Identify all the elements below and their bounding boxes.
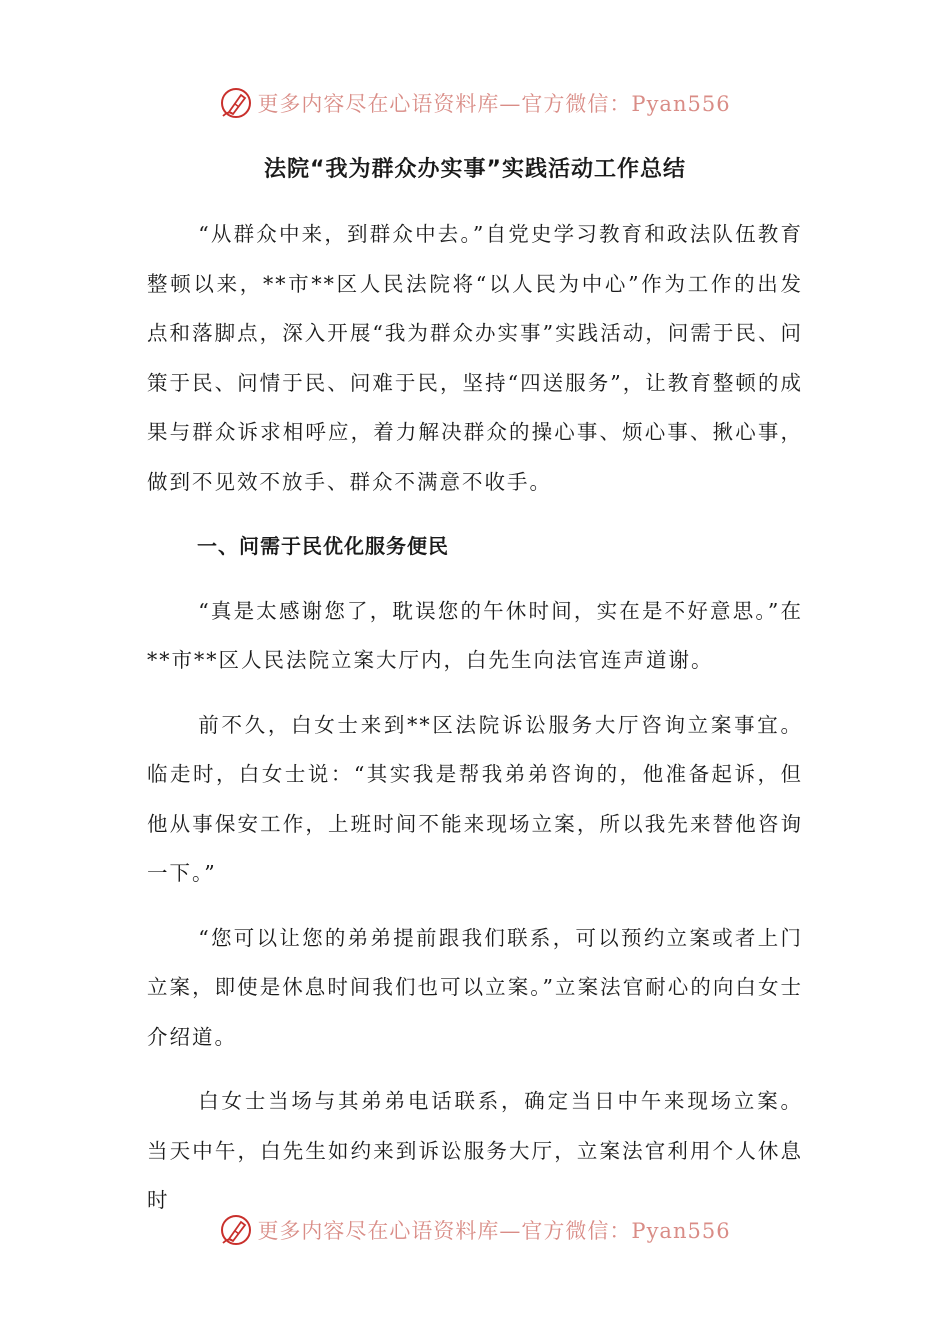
banner-text: 更多内容尽在心语资料库—官方微信：Pyan556	[257, 1219, 731, 1243]
body-paragraph: 白女士当场与其弟弟电话联系，确定当日中午来现场立案。当天中午，白先生如约来到诉讼服务大厅，立案法官利用个人休息时	[147, 1089, 803, 1212]
header-banner	[0, 83, 950, 123]
pen-nib-logo-icon	[219, 86, 253, 120]
banner-text: 更多内容尽在心语资料库—官方微信：Pyan556	[257, 92, 731, 116]
intro-paragraph: “从群众中来，到群众中去。”自党史学习教育和政法队伍教育整顿以来，**市**区人民法院将“以人民为中心”作为工作的出发点和落脚点，深入开展“我为群众办实事”实践活动，问需于民、问策于民、问情于民、问难于民，坚持“四送服务”，让教育整顿的成果与群众诉求相呼应，着力解决群众的操心事、烦心事、揪心事，做到不见效不放手、群众不满意不收手。	[147, 222, 803, 494]
document-body	[147, 210, 803, 1226]
footer-banner	[0, 1210, 950, 1250]
body-paragraph: 前不久，白女士来到**区法院诉讼服务大厅咨询立案事宜。临走时，白女士说：“其实我是帮我弟弟咨询的，他准备起诉，但他从事保安工作，上班时间不能来现场立案，所以我先来替他咨询一下。”	[147, 712, 803, 885]
body-paragraph: “真是太感谢您了，耽误您的午休时间，实在是不好意思。”在**市**区人民法院立案大厅内，白先生向法官连声道谢。	[147, 598, 803, 672]
section-heading: 一、问需于民优化服务便民	[197, 534, 449, 558]
body-paragraph: “您可以让您的弟弟提前跟我们联系，可以预约立案或者上门立案，即使是休息时间我们也可以立案。”立案法官耐心的向白女士介绍道。	[147, 925, 803, 1049]
page-title: 法院“我为群众办实事”实践活动工作总结	[264, 157, 686, 182]
pen-nib-logo-icon	[219, 1213, 253, 1247]
